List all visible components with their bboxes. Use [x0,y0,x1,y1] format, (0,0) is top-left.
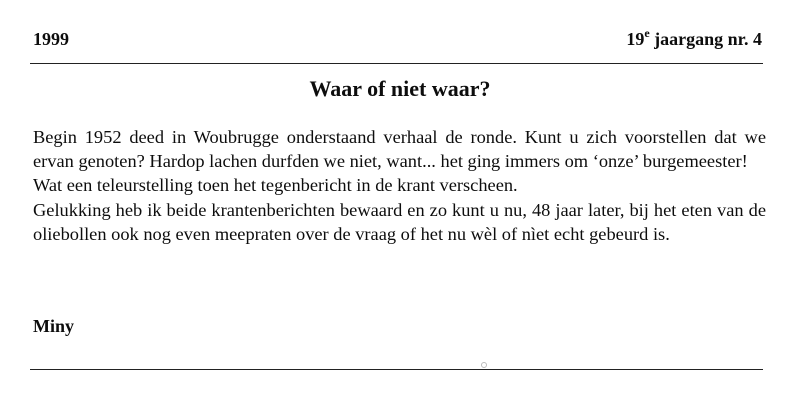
header-divider [30,63,763,64]
article-title: Waar of niet waar? [309,76,491,101]
header-volume [626,28,762,50]
footer-divider [30,369,763,370]
article-signature: Miny [33,316,75,336]
scan-speck [481,362,487,368]
article-body [33,125,766,246]
volume-suffix: e [644,26,650,40]
article-paragraph-2: Wat een teleurstelling toen het tegenbericht in de krant verscheen. [33,175,518,196]
article-paragraph-1: Begin 1952 deed in Woubrugge onderstaand verhaal de ronde. Kunt u zich voorstellen dat we ervan genoten? Hardop lachen durfden we niet, want... het ging immers om ‘onze’ burgemeester! [33,127,766,172]
article-paragraph-3: Gelukking heb ik beide krantenberichten bewaard en zo kunt u nu, 48 jaar later, bij het eten van de oliebollen ook nog even meepraten over de vraag of het nu wèl of nìet echt gebeurd is. [33,199,766,244]
volume-number: 19 [626,29,645,49]
header-year: 1999 [33,29,69,49]
page-header [33,28,762,50]
volume-rest: jaargang nr. 4 [649,29,762,49]
